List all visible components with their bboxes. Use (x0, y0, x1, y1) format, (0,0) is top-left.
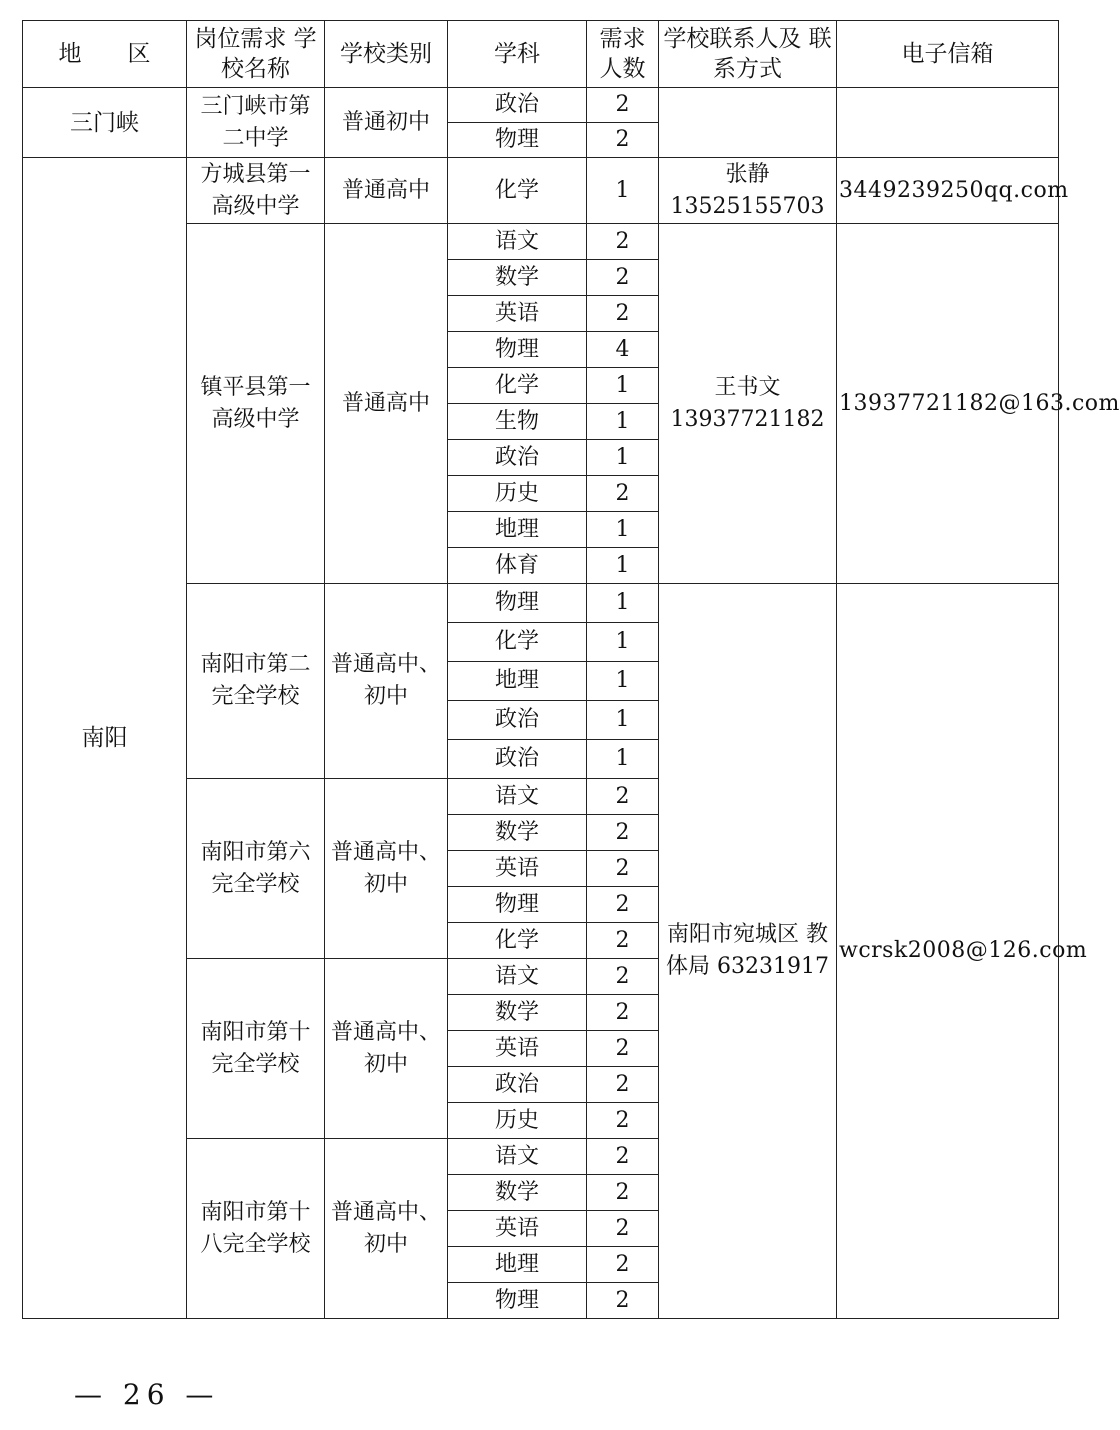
school-name: 南阳市第二 完全学校 (187, 584, 325, 779)
count-cell: 1 (587, 158, 659, 224)
school-type: 普通高中、 初中 (325, 959, 448, 1139)
count-cell: 1 (587, 440, 659, 476)
email-cell (837, 88, 1059, 158)
email-cell: 13937721182@163.com (837, 224, 1059, 584)
header-school: 岗位需求 学校名称 (187, 21, 325, 88)
subject-cell: 英语 (448, 296, 587, 332)
school-name: 南阳市第十 八完全学校 (187, 1139, 325, 1319)
school-name: 南阳市第六 完全学校 (187, 779, 325, 959)
school-type: 普通高中 (325, 158, 448, 224)
count-cell: 2 (587, 923, 659, 959)
contact-cell: 张静 13525155703 (659, 158, 837, 224)
school-type: 普通高中、 初中 (325, 584, 448, 779)
school-name: 南阳市第十 完全学校 (187, 959, 325, 1139)
subject-cell: 化学 (448, 623, 587, 662)
school-name: 三门峡市第 二中学 (187, 88, 325, 158)
header-type: 学校类别 (325, 21, 448, 88)
count-cell: 1 (587, 662, 659, 701)
count-cell: 2 (587, 224, 659, 260)
header-count: 需求 人数 (587, 21, 659, 88)
subject-cell: 政治 (448, 740, 587, 779)
count-cell: 1 (587, 623, 659, 662)
subject-cell: 数学 (448, 995, 587, 1031)
contact-cell (659, 88, 837, 158)
subject-cell: 物理 (448, 1283, 587, 1319)
region-cell: 三门峡 (23, 88, 187, 158)
subject-cell: 地理 (448, 1247, 587, 1283)
count-cell: 2 (587, 296, 659, 332)
subject-cell: 语文 (448, 1139, 587, 1175)
subject-cell: 政治 (448, 440, 587, 476)
count-cell: 2 (587, 1283, 659, 1319)
subject-cell: 语文 (448, 224, 587, 260)
subject-cell: 化学 (448, 923, 587, 959)
count-cell: 2 (587, 260, 659, 296)
subject-cell: 数学 (448, 1175, 587, 1211)
school-name: 方城县第一 高级中学 (187, 158, 325, 224)
count-cell: 2 (587, 123, 659, 158)
count-cell: 2 (587, 1067, 659, 1103)
subject-cell: 历史 (448, 1103, 587, 1139)
subject-cell: 历史 (448, 476, 587, 512)
subject-cell: 地理 (448, 662, 587, 701)
subject-cell: 数学 (448, 260, 587, 296)
page-number: — 26 — (74, 1378, 220, 1411)
subject-cell: 政治 (448, 1067, 587, 1103)
shared-contact-cell: 南阳市宛城区 教体局 63231917 (659, 584, 837, 1319)
count-cell: 1 (587, 701, 659, 740)
table-row (23, 158, 1059, 224)
header-region: 地 区 (23, 21, 187, 88)
subject-cell: 英语 (448, 1211, 587, 1247)
header-subject: 学科 (448, 21, 587, 88)
count-cell: 1 (587, 548, 659, 584)
count-cell: 2 (587, 851, 659, 887)
subject-cell: 化学 (448, 368, 587, 404)
school-type: 普通高中、 初中 (325, 1139, 448, 1319)
subject-cell: 语文 (448, 959, 587, 995)
count-cell: 2 (587, 995, 659, 1031)
count-cell: 1 (587, 740, 659, 779)
region-cell: 南阳 (23, 158, 187, 1319)
count-cell: 2 (587, 1103, 659, 1139)
shared-email-cell: wcrsk2008@126.com (837, 584, 1059, 1319)
email-cell: 3449239250qq.com (837, 158, 1059, 224)
school-type: 普通高中、 初中 (325, 779, 448, 959)
subject-cell: 语文 (448, 779, 587, 815)
count-cell: 2 (587, 779, 659, 815)
header-row (23, 21, 1059, 88)
contact-cell: 王书文 13937721182 (659, 224, 837, 584)
count-cell: 2 (587, 1247, 659, 1283)
subject-cell: 生物 (448, 404, 587, 440)
count-cell: 2 (587, 887, 659, 923)
subject-cell: 体育 (448, 548, 587, 584)
header-contact: 学校联系人及 联系方式 (659, 21, 837, 88)
subject-cell: 政治 (448, 701, 587, 740)
subject-cell: 政治 (448, 88, 587, 123)
recruitment-table (22, 20, 1120, 1319)
count-cell: 2 (587, 1031, 659, 1067)
count-cell: 2 (587, 959, 659, 995)
count-cell: 2 (587, 815, 659, 851)
subject-cell: 英语 (448, 851, 587, 887)
header-email: 电子信箱 (837, 21, 1059, 88)
subject-cell: 物理 (448, 584, 587, 623)
subject-cell: 英语 (448, 1031, 587, 1067)
count-cell: 2 (587, 1211, 659, 1247)
school-type: 普通高中 (325, 224, 448, 584)
count-cell: 4 (587, 332, 659, 368)
subject-cell: 物理 (448, 332, 587, 368)
count-cell: 2 (587, 1175, 659, 1211)
count-cell: 1 (587, 512, 659, 548)
count-cell: 1 (587, 584, 659, 623)
subject-cell: 数学 (448, 815, 587, 851)
table-row (23, 88, 1059, 123)
school-name: 镇平县第一 高级中学 (187, 224, 325, 584)
count-cell: 2 (587, 476, 659, 512)
school-type: 普通初中 (325, 88, 448, 158)
count-cell: 1 (587, 368, 659, 404)
subject-cell: 物理 (448, 123, 587, 158)
count-cell: 2 (587, 1139, 659, 1175)
subject-cell: 物理 (448, 887, 587, 923)
subject-cell: 地理 (448, 512, 587, 548)
subject-cell: 化学 (448, 158, 587, 224)
table-body (23, 21, 1120, 1319)
count-cell: 2 (587, 88, 659, 123)
count-cell: 1 (587, 404, 659, 440)
